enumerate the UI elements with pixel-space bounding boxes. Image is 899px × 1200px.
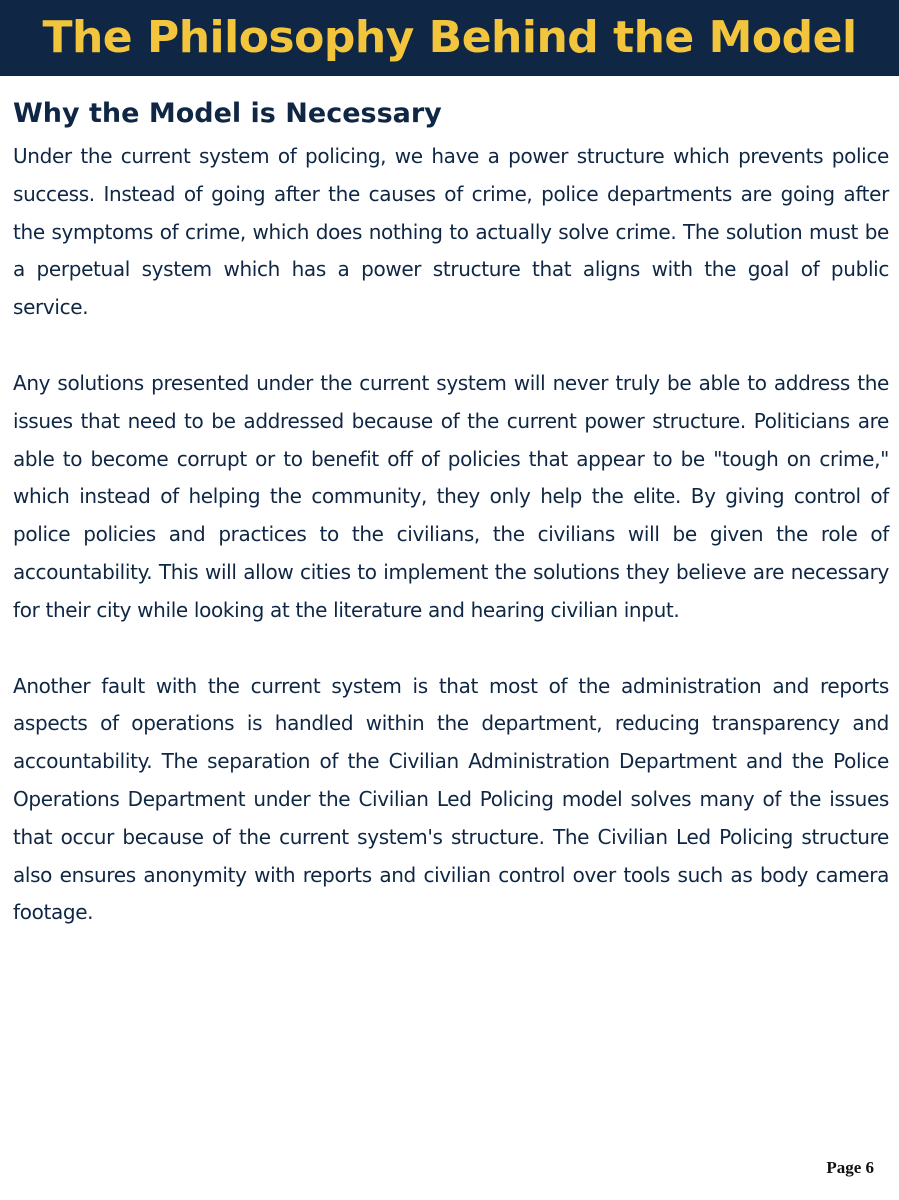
page-title: The Philosophy Behind the Model bbox=[42, 12, 857, 63]
paragraph-current-system-solutions: Any solutions presented under the current system will never truly be able to address the issues that need to be addressed because of the current power structure. Politicians are able to become corrupt or to benefit off of policies that appear to be "tough on crime," which instead of helping the community, they only help the elite. By giving control of police policies and practices to the civilians, the civilians will be given the role of accountability. This will allow cities to implement the solutions they believe are necessary for their city while looking at the literature and hearing civilian input. bbox=[13, 370, 889, 622]
title-banner bbox=[0, 0, 899, 76]
paragraph-administration-fault: Another fault with the current system is that most of the administration and reports aspects of operations is handled within the department, reducing transparency and accountability. The separation of the Civilian Administration Department and the Police Operations Department under the Civilian Led Policing model solves many of the issues that occur because of the current system's structure. The Civilian Led Policing structure also ensures anonymity with reports and civilian control over tools such as body camera footage. bbox=[13, 673, 889, 925]
main-content bbox=[13, 96, 889, 970]
paragraph-power-structure: Under the current system of policing, we have a power structure which prevents police success. Instead of going after the causes of crime, police departments are going after the symptoms of crime, which does nothing to actually solve crime. The solution must be a perpetual system which has a power structure that aligns with the goal of public service. bbox=[13, 144, 889, 320]
page-number: Page 6 bbox=[826, 1158, 874, 1177]
section-heading: Why the Model is Necessary bbox=[13, 98, 442, 129]
